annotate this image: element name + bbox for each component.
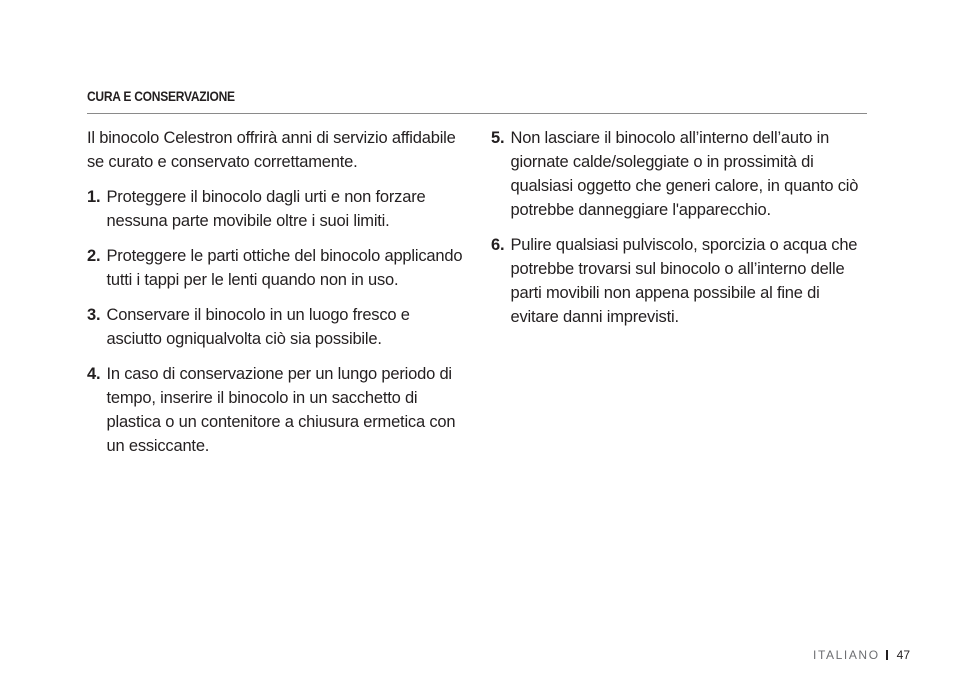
intro-paragraph: Il binocolo Celestron offrirà anni di servizio affidabile se curato e conservato correttamente. [87, 129, 456, 171]
list-item-text: In caso di conservazione per un lungo periodo di tempo, inserire il binocolo in un sacchetto di plastica o un contenitore a chiusura ermetica con un essiccante. [106, 365, 456, 455]
list-item-number: 1. [87, 188, 101, 206]
list-item [491, 126, 869, 222]
page-number: 47 [896, 648, 910, 662]
page-footer [813, 648, 910, 662]
list-item-number: 3. [87, 306, 101, 324]
list-item-number: 6. [491, 236, 505, 254]
list-item [491, 233, 869, 329]
footer-language: ITALIANO [813, 648, 880, 662]
list-item-text: Non lasciare il binocolo all’interno dell’auto in giornate calde/soleggiate o in prossimità di qualsiasi oggetto che generi calore, in quanto ciò potrebbe danneggiare l'apparecchio. [510, 129, 859, 219]
left-column [87, 126, 465, 469]
list-item-text: Proteggere le parti ottiche del binocolo applicando tutti i tappi per le lenti quando non in uso. [106, 247, 463, 289]
list-item [87, 244, 465, 292]
list-item-text: Proteggere il binocolo dagli urti e non forzare nessuna parte movibile oltre i suoi limiti. [106, 188, 426, 230]
list-item [87, 362, 465, 458]
section-divider [87, 113, 867, 114]
right-column [491, 126, 869, 340]
list-item-text: Conservare il binocolo in un luogo fresco e asciutto ogniqualvolta ciò sia possibile. [106, 306, 410, 348]
footer-separator [886, 650, 888, 660]
list-item-text: Pulire qualsiasi pulviscolo, sporcizia o acqua che potrebbe trovarsi sul binocolo o all’interno delle parti movibili non appena possibile al fine di evitare danni imprevisti. [510, 236, 858, 326]
list-item [87, 303, 465, 351]
list-item [87, 185, 465, 233]
list-item-number: 5. [491, 129, 505, 147]
section-title: CURA E CONSERVAZIONE [87, 88, 235, 104]
list-item-number: 2. [87, 247, 101, 265]
list-item-number: 4. [87, 365, 101, 383]
